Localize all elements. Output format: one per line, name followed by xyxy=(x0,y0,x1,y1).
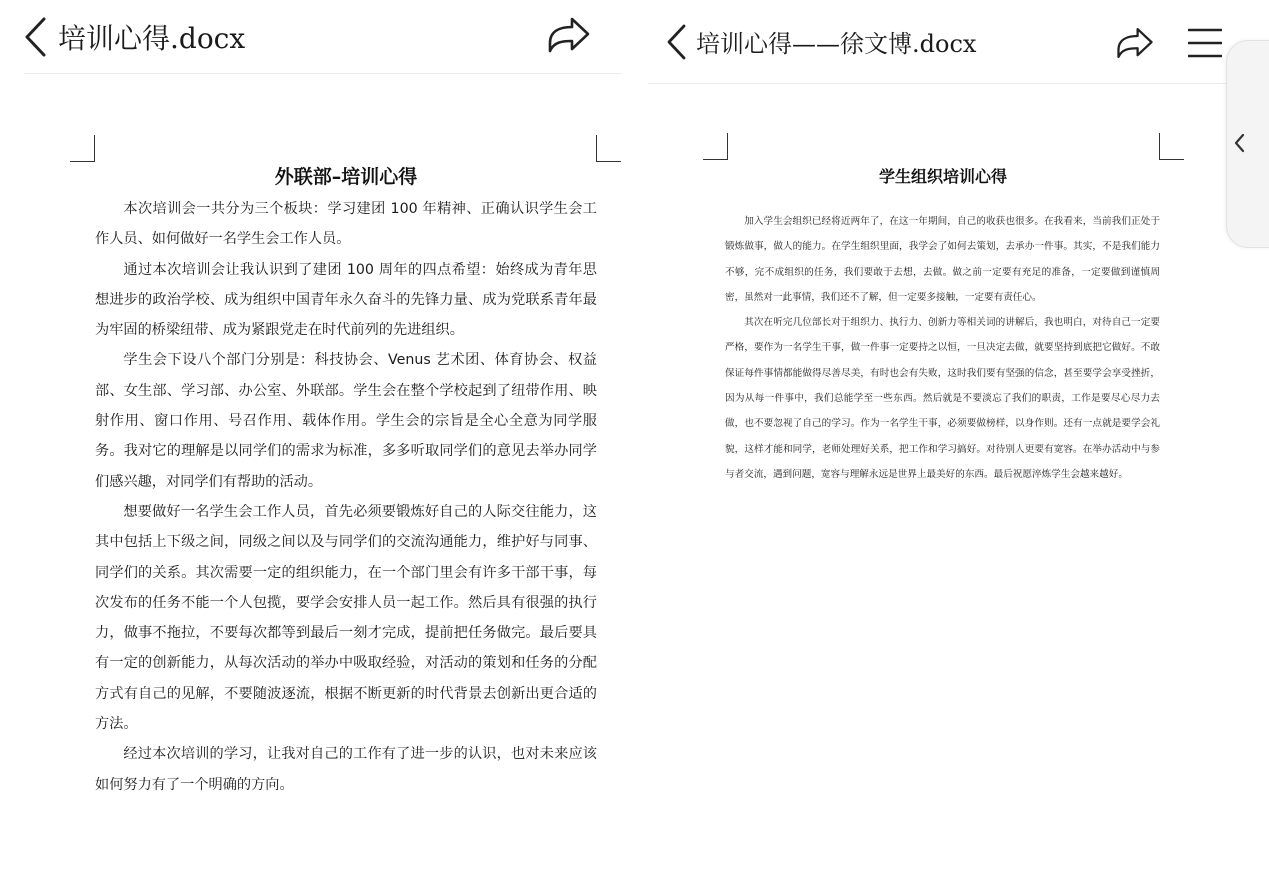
crop-mark-top-right xyxy=(1159,133,1184,160)
back-button-left[interactable] xyxy=(24,17,46,57)
document-body-right xyxy=(725,209,1160,487)
page-heading-right: 学生组织培训心得 xyxy=(878,167,1007,186)
right-header-bar xyxy=(648,0,1228,84)
paragraph: 通过本次培训会让我认识到了建团 100 周年的四点希望：始终成为青年思想进步的政治学校、成为组织中国青年永久奋斗的先锋力量、成为党联系青年最为牢固的桥梁纽带、成为紧跟党走在时代前列的先进组织。 xyxy=(95,261,597,339)
chevron-left-icon xyxy=(1233,133,1245,153)
left-header-bar xyxy=(24,0,622,74)
share-arrow-icon xyxy=(1115,25,1155,61)
crop-mark-top-left xyxy=(70,135,95,162)
document-page-left[interactable] xyxy=(70,130,622,830)
crop-mark-top-right xyxy=(596,135,621,162)
document-title-left: 培训心得.docx xyxy=(58,21,246,55)
share-arrow-icon xyxy=(546,15,592,55)
paragraph: 其次在听完几位部长对于组织力、执行力、创新力等相关词的讲解后，我也明白，对待自己一定要严格，要作为一名学生干事，做一件事一定要持之以恒，一旦决定去做，就要坚持到底把它做好。不敢保证每件事情都能做得尽善尽美，有时也会有失败，这时我们要有坚强的信念，甚至要学会享受挫折，因为从每一件事中，我们总能学至一些东西。然后就是不要淡忘了我们的职责，工作是要尽心尽力去做，也不要忽视了自己的学习。作为一名学生干事，必须要做榜样，以身作则。还有一点就是要学会礼貌，这样才能和同学，老师处理好关系，把工作和学习搞好。对待别人更要有宽容。在举办活动中与参与者交流，遇到问题，宽容与理解永远是世界上最美好的东西。最后祝愿淬炼学生会越来越好。 xyxy=(725,317,1160,480)
document-page-right[interactable] xyxy=(703,130,1183,590)
back-button-right[interactable] xyxy=(666,24,686,60)
paragraph: 学生会下设八个部门分别是：科技协会、Venus 艺术团、体育协会、权益部、女生部、学习部、办公室、外联部。学生会在整个学校起到了纽带作用、映射作用、窗口作用、号召作用、载体作用。学生会的宗旨是全心全意为同学服务。我对它的理解是以同学们的需求为标准，多多听取同学们的意见去举办同学们感兴趣，对同学们有帮助的活动。 xyxy=(95,352,597,490)
page-heading-left: 外联部–培训心得 xyxy=(274,166,418,188)
share-button-right[interactable] xyxy=(1114,22,1156,64)
paragraph: 经过本次培训的学习，让我对自己的工作有了进一步的认识，也对未来应该如何努力有了一个明确的方向。 xyxy=(95,746,597,793)
document-title-right: 培训心得——徐文博.docx xyxy=(696,30,977,58)
document-body-left xyxy=(95,194,597,800)
share-button-left[interactable] xyxy=(544,10,594,60)
paragraph: 本次培训会一共分为三个板块：学习建团 100 年精神、正确认识学生会工作人员、如何做好一名学生会工作人员。 xyxy=(95,201,597,248)
paragraph: 想要做好一名学生会工作人员，首先必须要锻炼好自己的人际交往能力，这其中包括上下级之间，同级之间以及与同学们的交流沟通能力，维护好与同事、同学们的关系。其次需要一定的组织能力，在一个部门里会有许多干部干事，每次发布的任务不能一个人包揽，要学会安排人员一起工作。然后具有很强的执行力，做事不拖拉，不要每次都等到最后一刻才完成，提前把任务做完。最后要具有一定的创新能力，从每次活动的举办中吸取经验，对活动的策划和任务的分配方式有自己的见解，不要随波逐流，根据不断更新的时代背景去创新出更合适的方法。 xyxy=(95,503,597,733)
menu-button[interactable] xyxy=(1186,24,1224,62)
crop-mark-top-left xyxy=(703,133,728,160)
chevron-left-icon xyxy=(24,17,46,57)
hamburger-menu-icon xyxy=(1188,27,1222,59)
paragraph: 加入学生会组织已经将近两年了，在这一年期间，自己的收获也很多。在我看来，当前我们正处于锻炼做事，做人的能力。在学生组织里面，我学会了如何去策划，去承办一件事。其实，不是我们能力不够，完不成组织的任务，我们要敢于去想，去做。做之前一定要有充足的准备，一定要做到谨慎周密，虽然对一此事情，我们还不了解，但一定要多接触，一定要有责任心。 xyxy=(725,216,1160,303)
side-drawer-handle[interactable] xyxy=(1226,40,1269,248)
chevron-left-icon xyxy=(666,24,686,60)
